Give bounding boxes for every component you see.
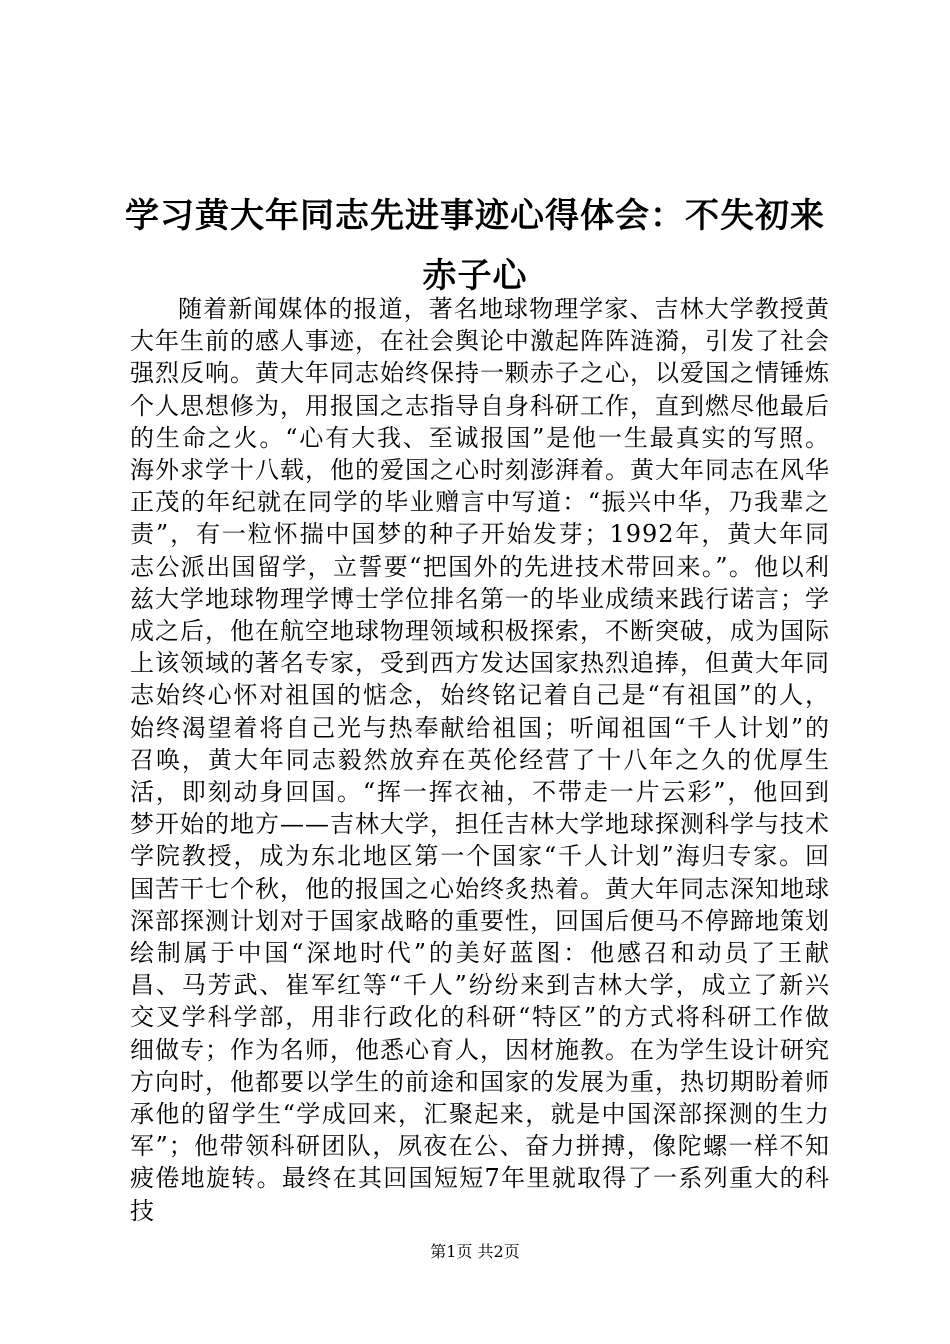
document-title: 学习黄大年同志先进事迹心得体会：不失初来赤子心 [125, 196, 825, 296]
page-footer: 第1页 共2页 [430, 1242, 520, 1261]
body-paragraph: 随着新闻媒体的报道，著名地球物理学家、吉林大学教授黄大年生前的感人事迹，在社会舆论中激起阵阵涟漪，引发了社会强烈反响。黄大年同志始终保持一颗赤子之心，以爱国之情锤炼个人思想修为，用报国之志指导自身科研工作，直到燃尽他最后的生命之火。“心有大我、至诚报国”是他一生最真实的写照。海外求学十八载，他的爱国之心时刻澎湃着。黄大年同志在风华正茂的年纪就在同学的毕业赠言中写道：“振兴中华，乃我辈之责”，有一粒怀揣中国梦的种子开始发芽；1992年，黄大年同志公派出国留学，立誓要“把国外的先进技术带回来。”。他以利兹大学地球物理学博士学位排名第一的毕业成绩来践行诺言；学成之后，他在航空地球物理领域积极探索，不断突破，成为国际上该领域的著名专家，受到西方发达国家热烈追捧，但黄大年同志始终心怀对祖国的惦念，始终铭记着自己是“有祖国”的人，始终渴望着将自己光与热奉献给祖国；听闻祖国“千人计划”的召唤，黄大年同志毅然放弃在英伦经营了十八年之久的优厚生活，即刻动身回国。“挥一挥衣袖，不带走一片云彩”，他回到梦开始的地方——吉林大学，担任吉林大学地球探测科学与技术学院教授，成为东北地区第一个国家“千人计划”海归专家。回国苦干七个秋，他的报国之心始终炙热着。黄大年同志深知地球深部探测计划对于国家战略的重要性，回国后便马不停蹄地策划绘制属于中国“深地时代”的美好蓝图：他感召和动员了王献昌、马芳武、崔军红等“千人”纷纷来到吉林大学，成立了新兴交叉学科学部，用非行政化的科研“特区”的方式将科研工作做细做专；作为名师，他悉心育人，因材施教。在为学生设计研究方向时，他都要以学生的前途和国家的发展为重，热切期盼着师承他的留学生“学成回来，汇聚起来，就是中国深部探测的生力军”；他带领科研团队，夙夜在公、奋力拼搏，像陀螺一样不知疲倦地旋转。最终在其回国短短7年里就取得了一系列重大的科技 [130, 295, 830, 1225]
